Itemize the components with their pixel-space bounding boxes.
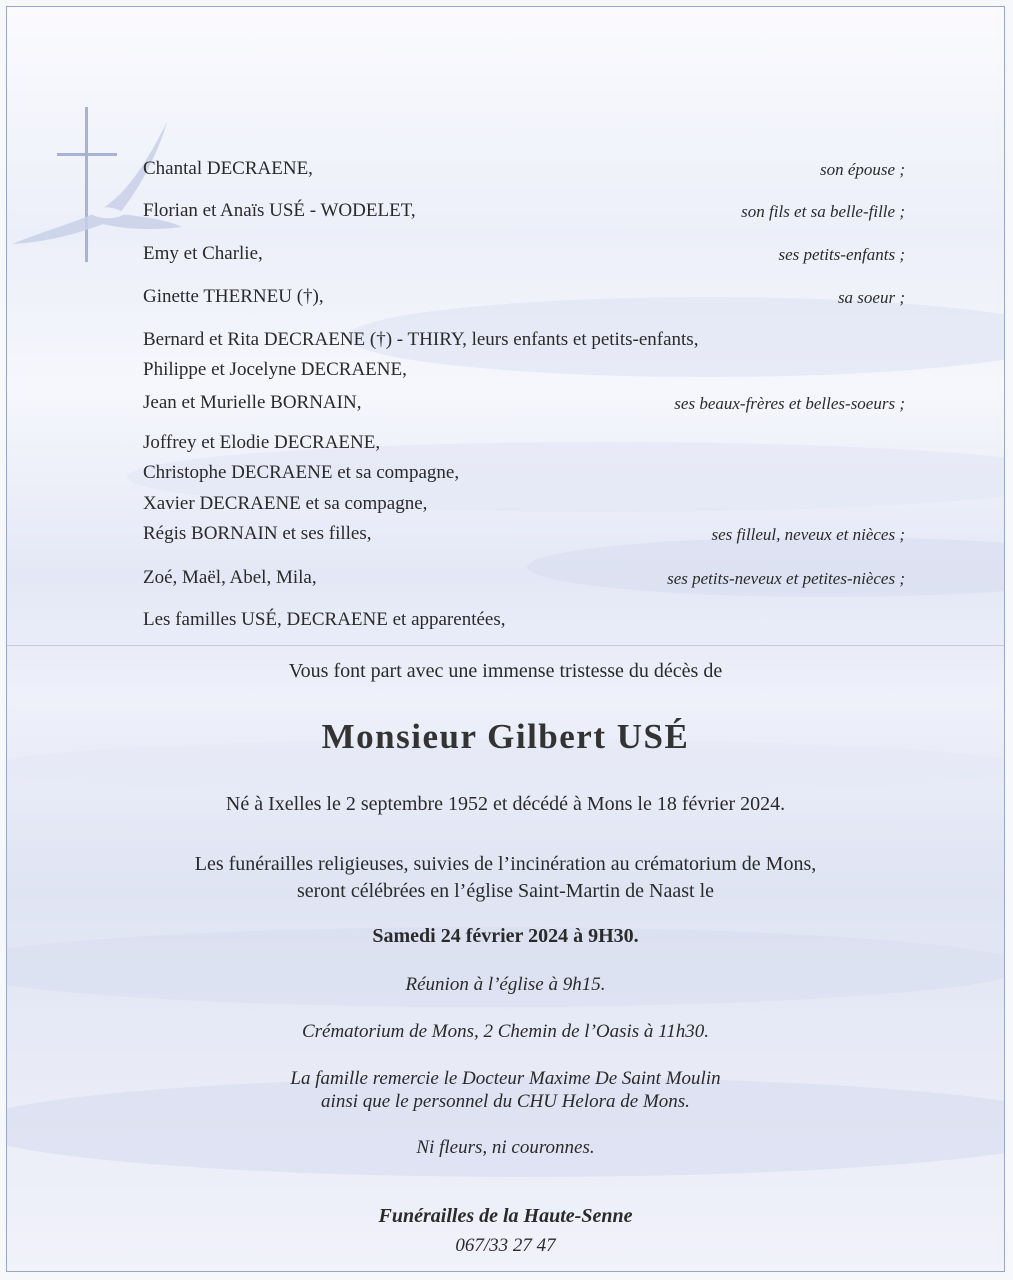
family-member-name: Les familles USÉ, DECRAENE et apparentées, xyxy=(143,609,506,630)
family-row xyxy=(143,200,905,226)
undertaker-phone: 067/33 27 47 xyxy=(455,1235,556,1256)
family-member-name: Christophe DECRAENE et sa compagne, xyxy=(143,462,460,483)
thanks-line1: La famille remercie le Docteur Maxime De Saint Moulin xyxy=(290,1068,721,1089)
death-notice-card xyxy=(6,6,1005,1272)
family-member-name: Bernard et Rita DECRAENE (†) - THIRY, leurs enfants et petits-enfants, xyxy=(143,329,699,350)
funeral-text-line2: seront célébrées en l’église Saint-Martin de Naast le xyxy=(296,880,715,902)
funeral-text-line1: Les funérailles religieuses, suivies de l’incinération au crématorium de Mons, xyxy=(194,853,817,875)
family-row xyxy=(143,462,905,488)
fold-line xyxy=(7,645,1004,646)
family-row xyxy=(143,392,905,418)
family-row xyxy=(143,329,905,355)
family-relation: ses petits-neveux et petites-nièces ; xyxy=(667,569,905,588)
family-relation: ses beaux-frères et belles-soeurs ; xyxy=(674,394,905,413)
family-relation: son fils et sa belle-fille ; xyxy=(741,202,905,221)
family-member-name: Xavier DECRAENE et sa compagne, xyxy=(143,493,428,514)
family-row xyxy=(143,432,905,458)
family-relation: ses petits-enfants ; xyxy=(778,245,905,264)
family-member-name: Jean et Murielle BORNAIN, xyxy=(143,392,362,413)
crematorium-text: Crématorium de Mons, 2 Chemin de l’Oasis à 11h30. xyxy=(301,1021,710,1042)
deceased-name: Monsieur Gilbert USÉ xyxy=(321,717,690,756)
family-row xyxy=(143,523,905,549)
family-row xyxy=(143,359,905,385)
family-row xyxy=(143,243,905,269)
family-member-name: Philippe et Jocelyne DECRAENE, xyxy=(143,359,407,380)
family-member-name: Régis BORNAIN et ses filles, xyxy=(143,523,372,544)
birth-death-dates: Né à Ixelles le 2 septembre 1952 et décédé à Mons le 18 février 2024. xyxy=(225,793,786,815)
family-member-name: Florian et Anaïs USÉ - WODELET, xyxy=(143,200,416,221)
family-relation: sa soeur ; xyxy=(837,288,905,307)
no-flowers-text: Ni fleurs, ni couronnes. xyxy=(416,1137,595,1158)
family-member-name: Joffrey et Elodie DECRAENE, xyxy=(143,432,381,453)
family-row xyxy=(143,158,905,184)
family-member-name: Ginette THERNEU (†), xyxy=(143,286,324,307)
family-row xyxy=(143,493,905,519)
family-row xyxy=(143,567,905,593)
family-relation: ses filleul, neveux et nièces ; xyxy=(711,525,905,544)
family-row xyxy=(143,609,905,635)
family-member-name: Chantal DECRAENE, xyxy=(143,158,313,179)
reunion-text: Réunion à l’église à 9h15. xyxy=(405,974,606,995)
ceremony-datetime: Samedi 24 février 2024 à 9H30. xyxy=(372,925,639,947)
family-member-name: Zoé, Maël, Abel, Mila, xyxy=(143,567,317,588)
intro-text: Vous font part avec une immense tristesse du décès de xyxy=(288,660,723,682)
undertaker-name: Funérailles de la Haute-Senne xyxy=(378,1205,633,1227)
thanks-line2: ainsi que le personnel du CHU Helora de Mons. xyxy=(321,1091,690,1112)
family-relation: son épouse ; xyxy=(820,160,905,179)
family-member-name: Emy et Charlie, xyxy=(143,243,263,264)
family-row xyxy=(143,286,905,312)
